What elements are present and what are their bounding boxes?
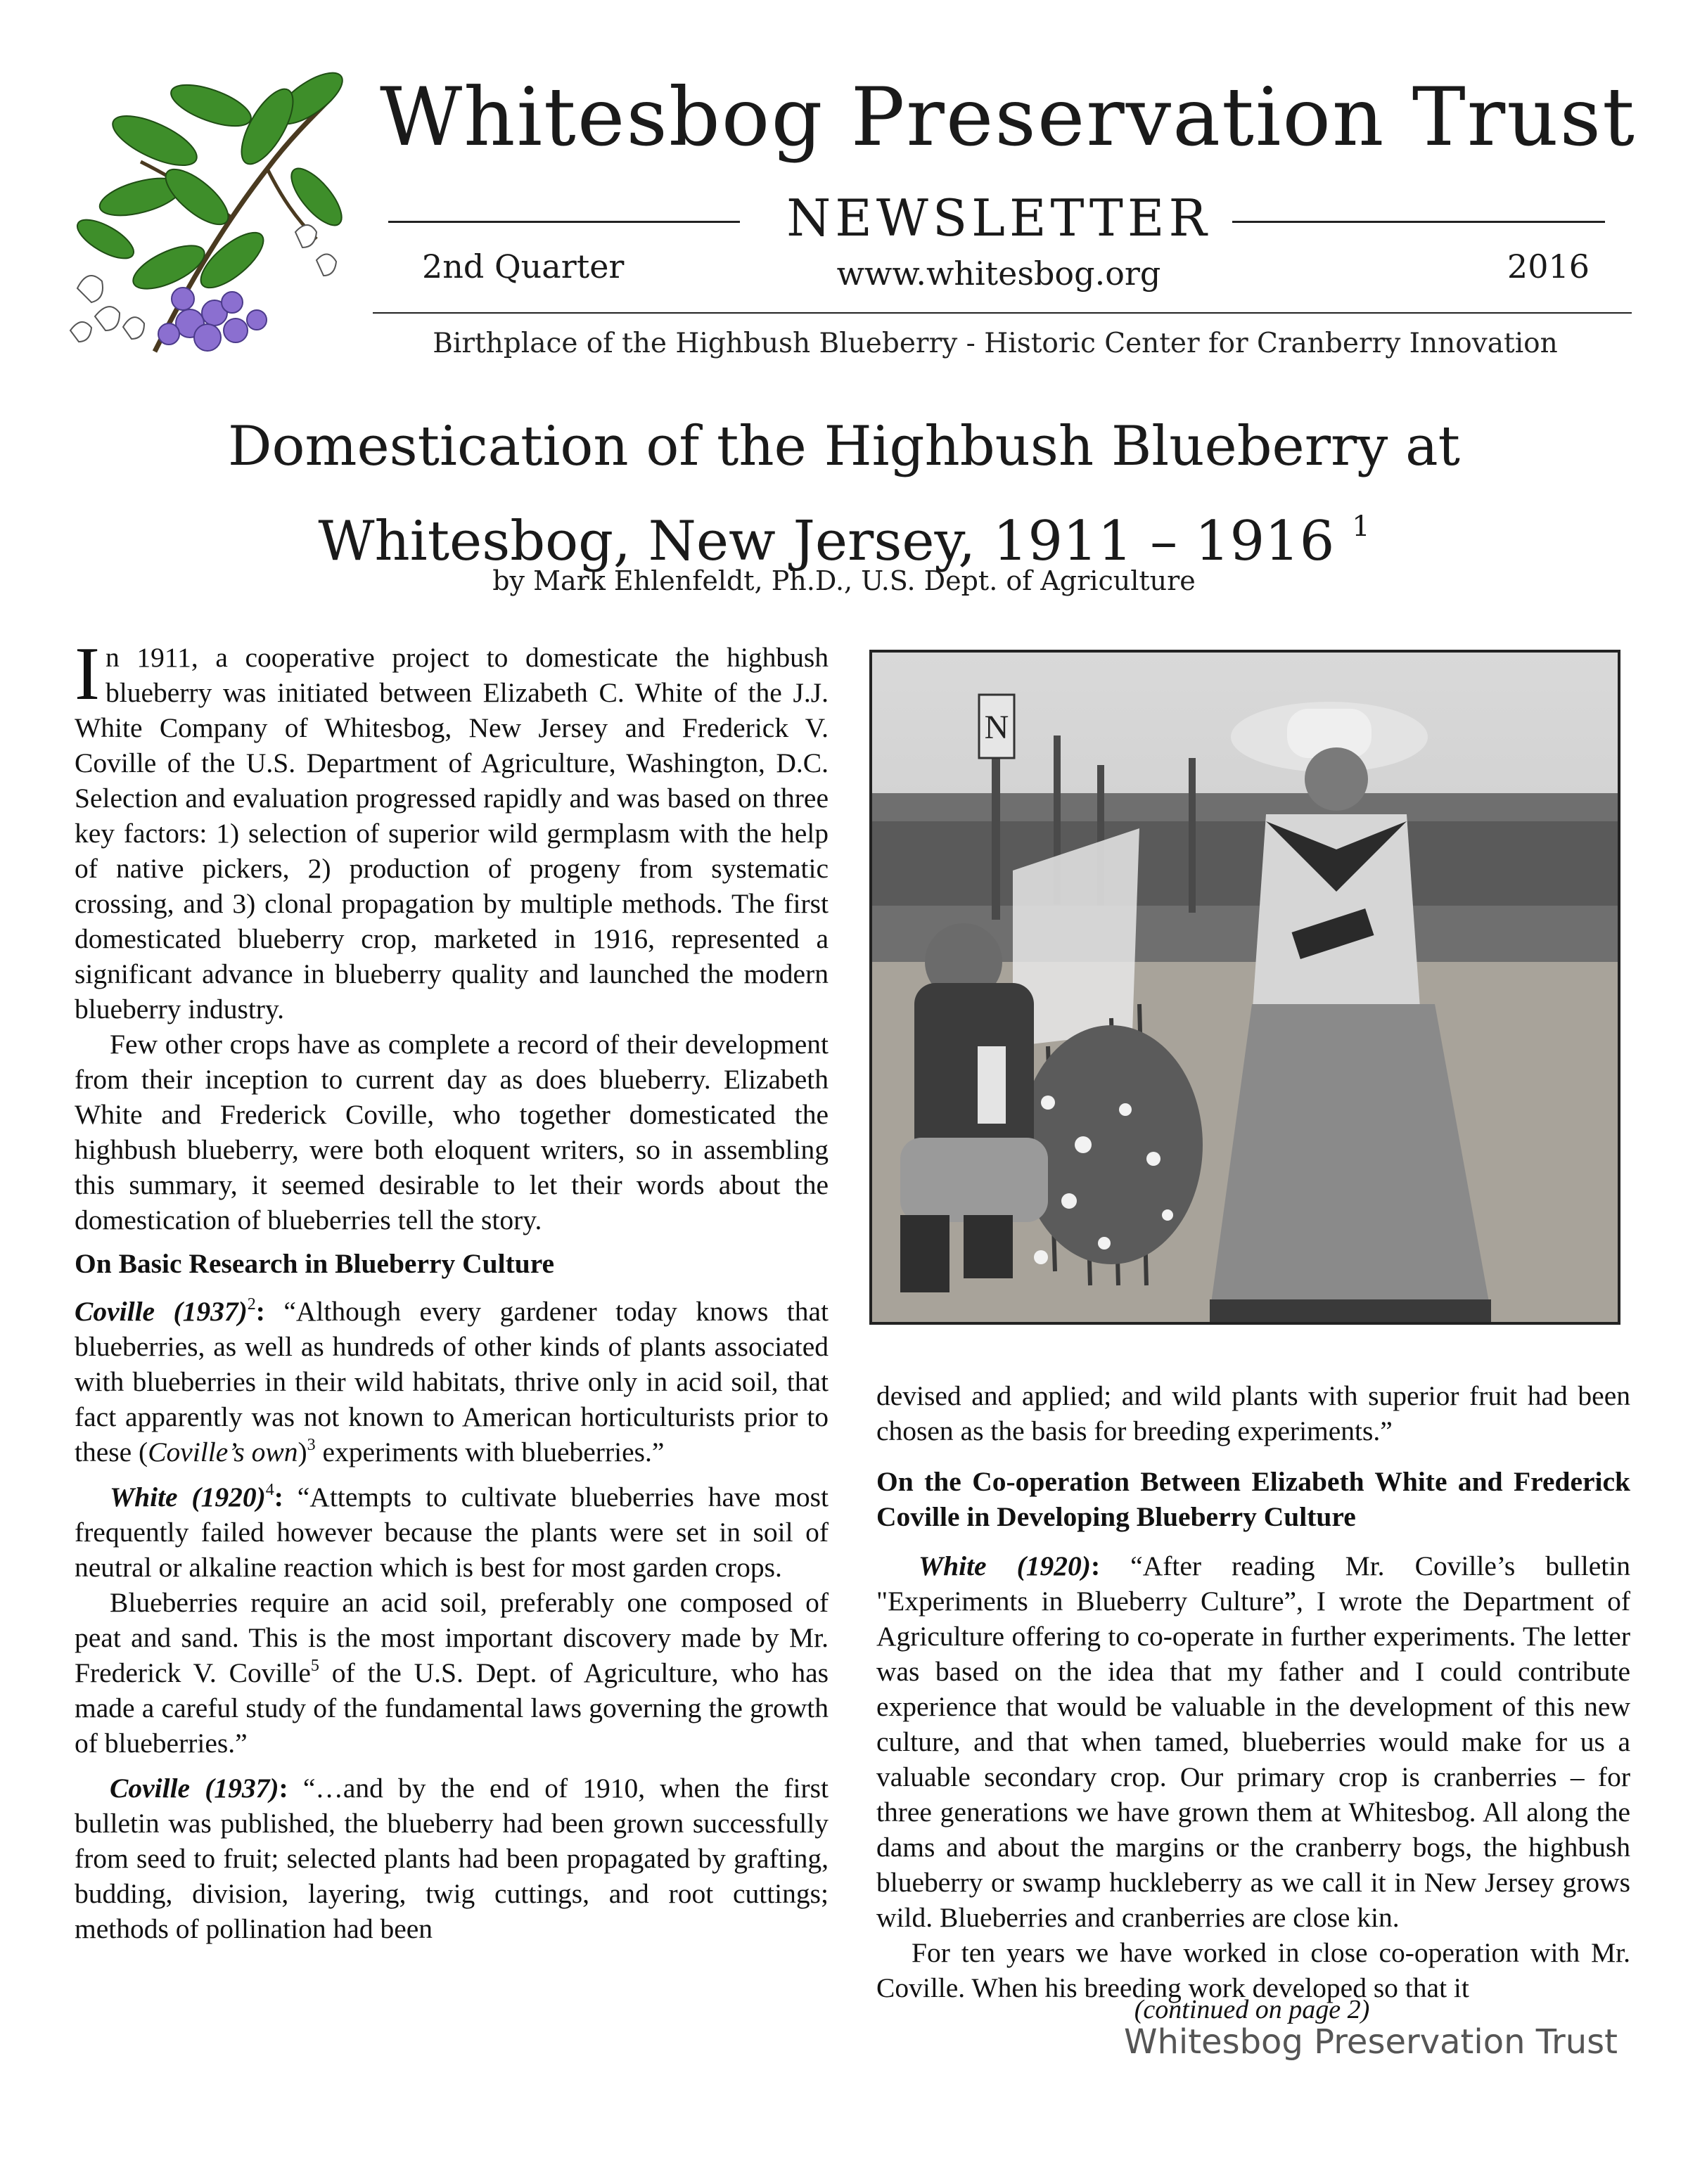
intro-text: n 1911, a cooperative project to domesticate the highbush blueberry was initiated between Elizabeth C. White of the J.J. White Company of Whitesbog, New Jersey and Frederick V. Coville of the U.S. Department of Agriculture, Washington, D.C. Selection and evaluation progressed rapidly and was based on three key factors: 1) selection of superior wild germplasm with the help of native pickers, 2) production of progeny from systematic crossing, and 3) clonal propagation by multiple methods. The first domesticated blueberry crop, marketed in 1916, represented a significant advance in blueberry quality and launched the modern blueberry industry. (75, 642, 829, 1024)
drop-cap: I (75, 632, 100, 716)
footer-watermark: Whitesbog Preservation Trust (1124, 2022, 1618, 2062)
article-title-line2-text: Whitesbog, New Jersey, 1911 – 1916 (318, 510, 1335, 573)
quote-citation: White (1920) (110, 1482, 266, 1512)
sign-letter: N (984, 709, 1009, 746)
article-title (141, 406, 1547, 582)
quote-citation: Coville (1937) (75, 1296, 248, 1327)
section-heading-basic-research: On Basic Research in Blueberry Culture (75, 1248, 555, 1279)
quote-citation: Coville (1937) (110, 1773, 279, 1804)
quote-coville-1937-b: Coville (1937): “…and by the end of 1910, when the first bulletin was published, the blueberry had been grown successfully from seed to fruit; selected plants had been propagated by grafting, budding, division, layering, twig cuttings, and root cuttings; methods of pollination had been (75, 1773, 829, 1944)
quote-text: ) (298, 1437, 307, 1467)
historic-photo (869, 650, 1620, 1325)
continued-note[interactable]: (continued on page 2) (1134, 1995, 1370, 2024)
paragraph-2: Few other crops have as complete a record of their development from their inception to current day as does blueberry. Elizabeth White and Frederick Coville, who together domesticated the highbush blueberry, were both eloquent writers, so in assembling this summary, it seemed desirable to let their words about the domestication of blueberries tell the story. (75, 1029, 829, 1235)
quote-text: “Attempts to cultivate blueberries have most frequently failed however because the plants were set in soil of neutral or alkaline reaction which is best for most garden crops. (75, 1482, 829, 1583)
footnote-marker: 2 (247, 1295, 256, 1313)
blueberry-branch-logo (56, 56, 366, 366)
quote-white-1920: White $(1920)^4$: “Attempts to cultivate blueberries have most frequently failed however because the plants were set in soil of neutral or alkaline reaction which is best for most garden crops. (75, 1481, 829, 1583)
photo-illustration (872, 653, 1618, 1322)
newsletter-rule-left (388, 221, 740, 223)
right-column (876, 1378, 1630, 2005)
left-column (75, 632, 829, 1946)
paragraph-last: For ten years we have worked in close co-operation with Mr. Coville. When his breeding work developed so that it (876, 1937, 1630, 2003)
issue-year: 2016 (1507, 248, 1590, 285)
quote-citation: White (1920) (919, 1550, 1091, 1581)
masthead-title: Whitesbog Preservation Trust (380, 70, 1636, 164)
newsletter-rule-right (1232, 221, 1605, 223)
newsletter-label: NEWSLETTER (786, 188, 1211, 248)
intro-paragraph (75, 632, 829, 1027)
footnote-marker: 5 (310, 1657, 319, 1675)
quote-text: “After reading Mr. Coville’s bulletin "Experiments in Blueberry Culture”, I wrote the Department of Agriculture offering to co-operate in further experiments. The letter was based on the idea that my father and I could contribute experience that would be valuable in the development of this new culture, and that when tamed, blueberries would make for us a valuable secondary crop. Our primary crop is cranberries – for three generations we have grown them at Whitesbog. All along the dams and about the margins or the cranberry bogs, the highbush blueberry or swamp huckleberry as we call it in New Jersey grows wild. Blueberries and cranberries are close kin. (876, 1550, 1630, 1933)
quote-italic: Coville’s own (148, 1437, 298, 1467)
quote-white-1920-b: White (1920): “After reading Mr. Coville’s bulletin "Experiments in Blueberry Culture”, I wrote the Department of Agriculture offering to co-operate in further experiments. The letter was based on the idea that my father and I could contribute experience that would be valuable in the development of this new culture, and that when tamed, blueberries would make for us a valuable secondary crop. Our primary crop is cranberries – for three generations we have grown them at Whitesbog. All along the dams and about the margins or the cranberry bogs, the highbush blueberry or swamp huckleberry as we call it in New Jersey grows wild. Blueberries and cranberries are close kin. (876, 1550, 1630, 1933)
tagline: Birthplace of the Highbush Blueberry - Historic Center for Cranberry Innovation (433, 328, 1558, 359)
issue-quarter: 2nd Quarter (422, 248, 625, 285)
quote-text: Blueberries require an acid soil, preferably one composed of peat and sand. This is the most important discovery made by Mr. Frederick V. Coville (75, 1587, 829, 1688)
title-footnote: 1 (1352, 510, 1370, 543)
quote-text: “Although every gardener today knows that blueberries, as well as hundreds of other kinds of plants associated with blueberries in their wild habitats, thrive only in acid soil, that fact apparently was not known to American horticulturists prior to these ( (75, 1296, 829, 1467)
masthead-divider (373, 312, 1632, 314)
quote-coville-1937-continued: devised and applied; and wild plants with superior fruit had been chosen as the basis for breeding experiments.” (876, 1380, 1630, 1446)
quote-coville-1937: Coville $(1937)^2$: “Although every gardener today knows that blueberries, as well as hundreds of other kinds of plants associated with blueberries in their wild habitats, thrive only in acid soil, that fact apparently was not known to American horticulturists prior to these (Coville’s own)$^3$ experiments with blueberries.” (75, 1295, 829, 1467)
footnote-marker: 3 (307, 1436, 316, 1454)
article-byline: by Mark Ehlenfeldt, Ph.D., U.S. Dept. of Agriculture (492, 565, 1196, 596)
quote-white-1920-cont (75, 1585, 829, 1761)
article-title-line1: Domestication of the Highbush Blueberry at (228, 415, 1460, 478)
footnote-marker: 4 (265, 1481, 274, 1499)
quote-text: experiments with blueberries.” (315, 1437, 665, 1467)
quote-text: “…and by the end of 1910, when the first bulletin was published, the blueberry had been grown successfully from seed to fruit; selected plants had been propagated by grafting, budding, division, layering, twig cuttings, and root cuttings; methods of pollination had been (75, 1773, 829, 1944)
section-heading-cooperation: On the Co-operation Between Elizabeth White and Frederick Coville in Developing Blueberry Culture (876, 1466, 1630, 1532)
website-link[interactable]: www.whitesbog.org (836, 255, 1161, 293)
quote-text: of the U.S. Dept. of Agriculture, who has made a careful study of the fundamental laws governing the growth of blueberries.” (75, 1657, 829, 1759)
